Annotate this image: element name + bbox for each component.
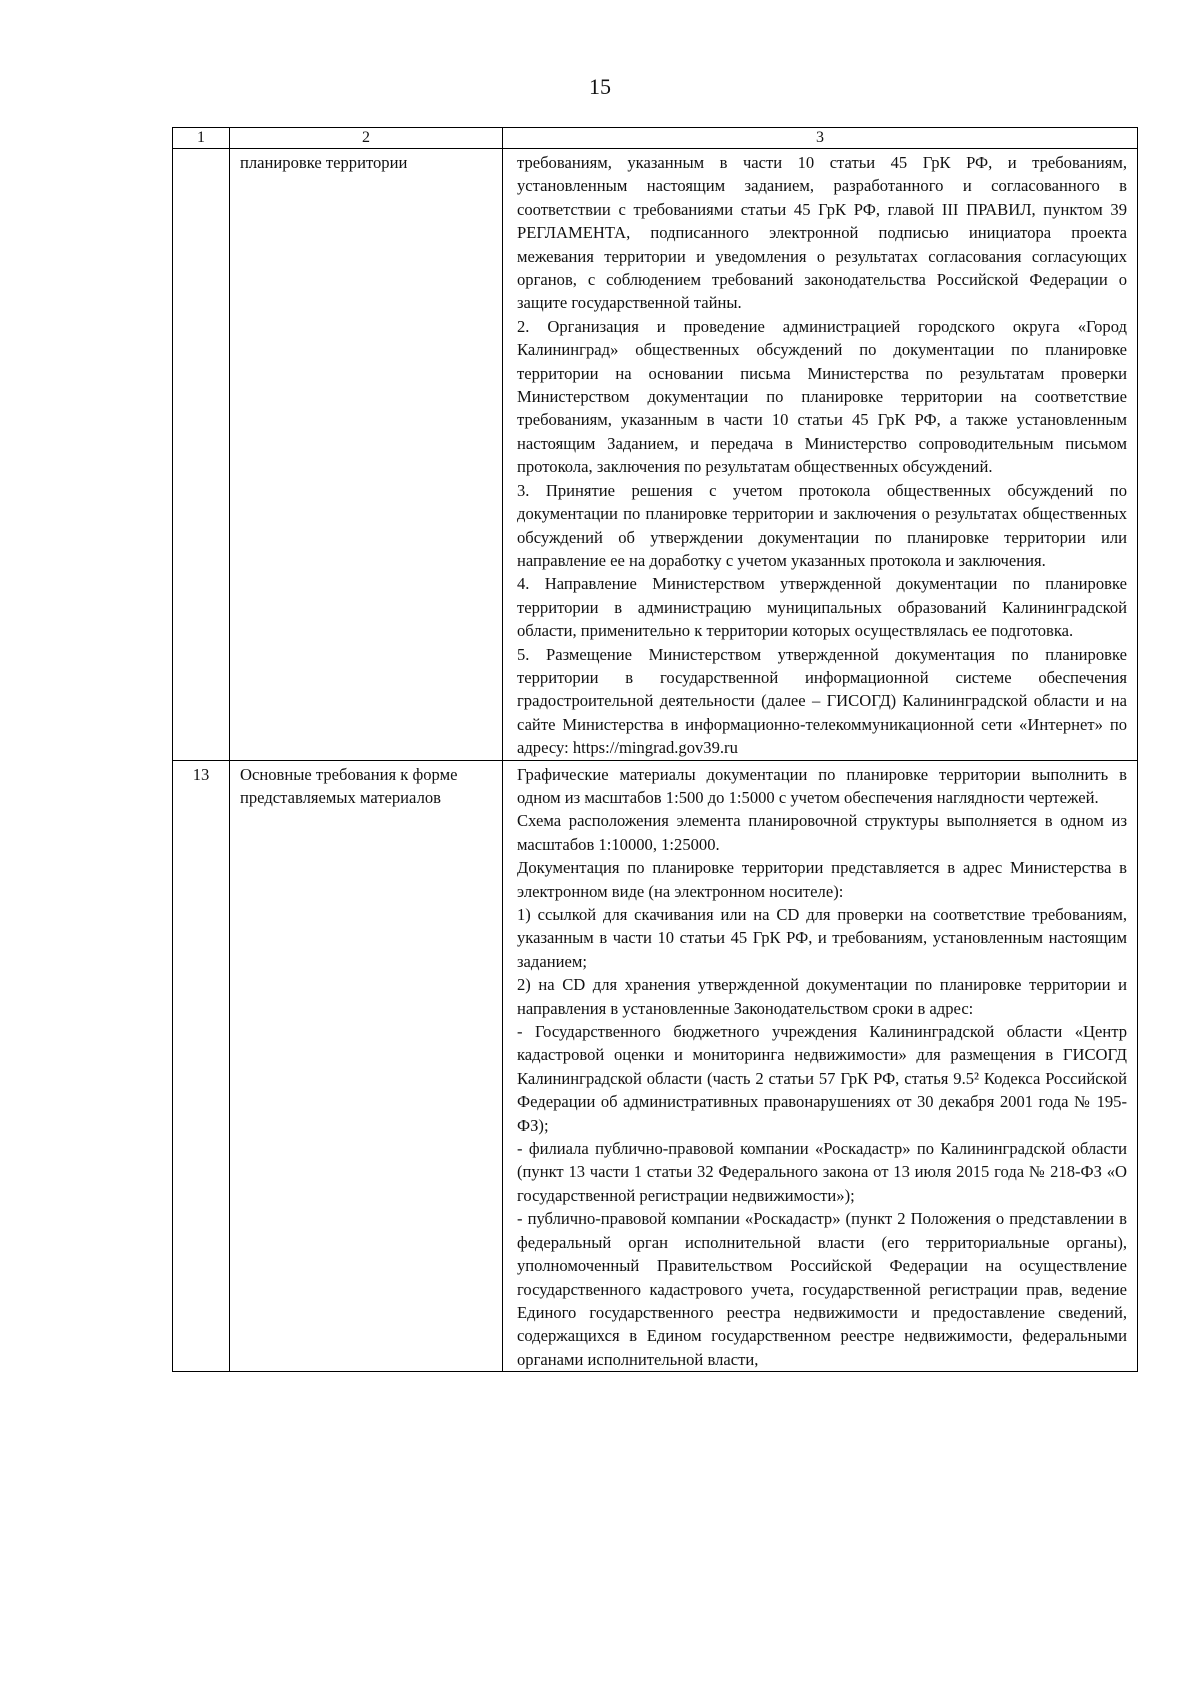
content-paragraph: 5. Размещение Министерством утвержденной документация по планировке территории в государственной информационной системе обеспечения градостроительной деятельности (далее – ГИСОГД) Калининградской области и на сайте Министерства в информационно-телекоммуникационной сети «Интернет» по адресу: https://mingrad.gov39.ru xyxy=(517,644,1127,758)
table-row xyxy=(173,149,1138,761)
page-number: 15 xyxy=(589,74,611,99)
requirement-name: планировке территории xyxy=(230,149,503,761)
row-number: 13 xyxy=(173,760,230,1372)
content-paragraph: Схема расположения элемента планировочной структуры выполняется в одном из масштабов 1:10000, 1:25000. xyxy=(517,811,1127,854)
content-paragraph: требованиям, указанным в части 10 статьи 45 ГрК РФ, и требованиям, установленным настоящим заданием, разработанного и согласованного в соответствии с требованиями статьи 45 ГрК РФ, главой III ПРАВИЛ, пунктом 39 РЕГЛАМЕНТА, подписанного электронной подписью инициатора проекта межевания территории и уведомления о результатах согласования согласующих органов, с соблюдением требований законодательства Российской Федерации о защите государственной тайны. xyxy=(517,153,1127,313)
content-paragraph: - филиала публично-правовой компании «Роскадастр» по Калининградской области (пункт 13 части 1 статьи 32 Федерального закона от 13 июля 2015 года № 218-ФЗ «О государственной регистрации недвижимости»); xyxy=(517,1139,1127,1205)
requirement-content xyxy=(503,760,1138,1372)
row-number xyxy=(173,149,230,761)
column-header-1: 1 xyxy=(173,128,230,149)
content-paragraph: 1) ссылкой для скачивания или на CD для проверки на соответствие требованиям, указанным в части 10 статьи 45 ГрК РФ, и требованиям, установленным настоящим заданием; xyxy=(517,905,1127,971)
content-paragraph: 2) на CD для хранения утвержденной документации по планировке территории и направления в установленные Законодательством сроки в адрес: xyxy=(517,975,1127,1018)
content-paragraph: Документация по планировке территории представляется в адрес Министерства в электронном виде (на электронном носителе): xyxy=(517,858,1127,901)
table-row xyxy=(173,760,1138,1372)
content-paragraph: - Государственного бюджетного учреждения Калининградской области «Центр кадастровой оценки и мониторинга недвижимости» для размещения в ГИСОГД Калининградской области (часть 2 статьи 57 ГрК РФ, статья 9.5² Кодекса Российской Федерации об административных правонарушениях от 30 декабря 2001 года № 195-ФЗ); xyxy=(517,1022,1127,1135)
content-paragraph: Графические материалы документации по планировке территории выполнить в одном из масштабов 1:500 до 1:5000 с учетом обеспечения наглядности чертежей. xyxy=(517,764,1127,807)
column-header-2: 2 xyxy=(230,128,503,149)
requirement-content xyxy=(503,149,1138,761)
content-paragraph: 4. Направление Министерством утвержденной документации по планировке территории в администрацию муниципальных образований Калининградской области, применительно к территории которых осуществлялась ее подготовка. xyxy=(517,574,1127,641)
document-table xyxy=(172,127,1138,1372)
content-paragraph: - публично-правовой компании «Роскадастр» (пункт 2 Положения о представлении в федеральный орган исполнительной власти (его территориальные органы), уполномоченный Правительством Российской Федерации на осуществление государственного кадастрового учета, государственной регистрации прав, ведение Единого государственного реестра недвижимости и предоставление сведений, содержащихся в Едином государственном реестре недвижимости, федеральными органами исполнительной власти, xyxy=(517,1209,1127,1369)
table-header-row xyxy=(173,128,1138,149)
column-header-3: 3 xyxy=(503,128,1138,149)
requirement-name: Основные требования к форме представляемых материалов xyxy=(230,760,503,1372)
content-paragraph: 2. Организация и проведение администрацией городского округа «Город Калининград» общественных обсуждений по документации по планировке территории на основании письма Министерства по результатам проверки Министерством документации по планировке территории на соответствие требованиям, указанным в части 10 статьи 45 ГрК РФ, а также установленным настоящим Заданием, и передача в Министерство сопроводительным письмом протокола, заключения по результатам общественных обсуждений. xyxy=(517,316,1127,477)
content-paragraph: 3. Принятие решения с учетом протокола общественных обсуждений по документации по планировке территории и заключения о результатах общественных обсуждений об утверждении документации по планировке территории или направление ее на доработку с учетом указанных протокола и заключения. xyxy=(517,480,1127,570)
